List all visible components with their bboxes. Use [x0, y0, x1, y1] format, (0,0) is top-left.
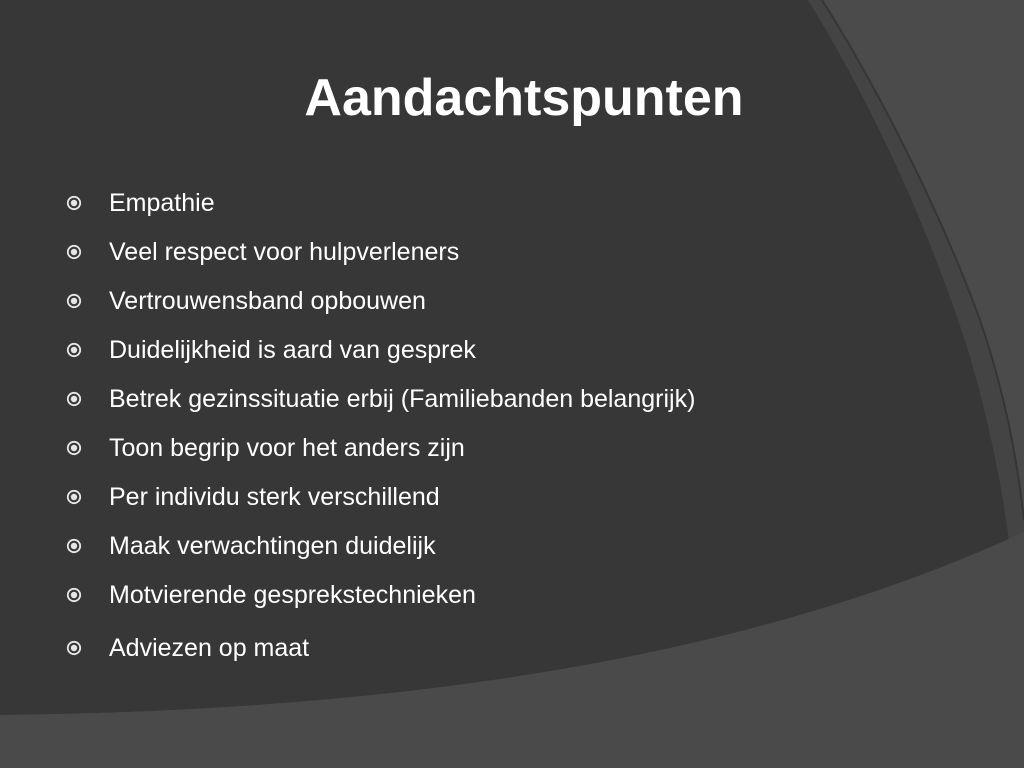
bullet-label: Betrek gezinssituatie erbij (Familiebanden belangrijk) — [109, 384, 696, 413]
bullet-label: Adviezen op maat — [109, 633, 310, 662]
radio-bullet-icon — [66, 538, 82, 554]
bullet-label: Empathie — [109, 188, 215, 217]
bullet-list — [66, 178, 695, 672]
radio-bullet-icon — [66, 489, 82, 505]
radio-bullet-icon — [66, 440, 82, 456]
radio-bullet-icon — [66, 587, 82, 603]
radio-bullet-icon — [66, 195, 82, 211]
radio-bullet-icon — [66, 293, 82, 309]
bullet-label: Duidelijkheid is aard van gesprek — [109, 335, 476, 364]
bullet-item — [66, 521, 695, 570]
radio-bullet-icon — [66, 640, 82, 656]
bullet-label: Maak verwachtingen duidelijk — [109, 531, 436, 560]
radio-bullet-icon — [66, 391, 82, 407]
bullet-label: Per individu sterk verschillend — [109, 482, 440, 511]
bullet-item — [66, 423, 695, 472]
bullet-label: Veel respect voor hulpverleners — [109, 237, 460, 266]
bullet-item — [66, 570, 695, 619]
bullet-item — [66, 472, 695, 521]
bullet-item — [66, 623, 695, 672]
radio-bullet-icon — [66, 244, 82, 260]
bullet-item — [66, 374, 695, 423]
radio-bullet-icon — [66, 342, 82, 358]
slide-title: Aandachtspunten — [304, 69, 744, 127]
bullet-label: Toon begrip voor het anders zijn — [109, 433, 465, 462]
bullet-label: Vertrouwensband opbouwen — [109, 286, 426, 315]
bullet-item — [66, 227, 695, 276]
bullet-label: Motvierende gesprekstechnieken — [109, 580, 476, 609]
bullet-item — [66, 276, 695, 325]
bullet-item — [66, 325, 695, 374]
bullet-item — [66, 178, 695, 227]
